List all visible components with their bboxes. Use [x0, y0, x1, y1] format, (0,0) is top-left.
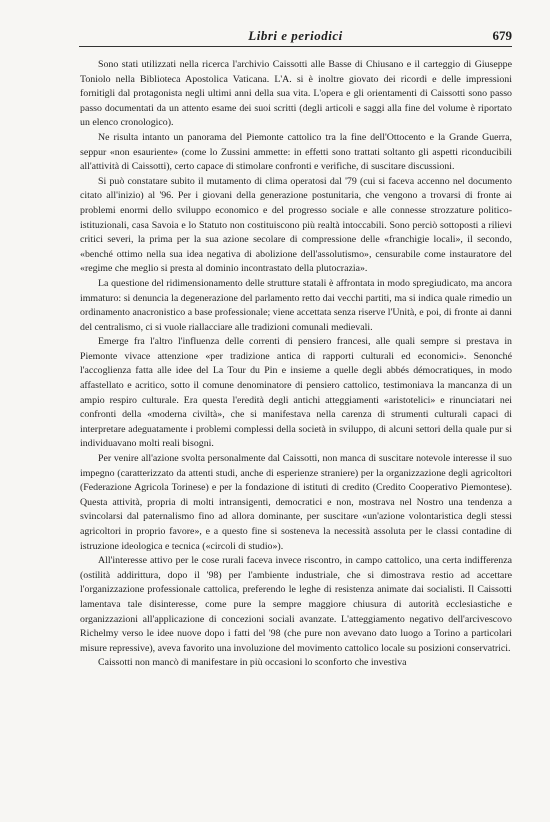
paragraph: Emerge fra l'altro l'influenza delle correnti di pensiero francesi, alle quali sempre si prestava in Piemonte vivace attenzione «per tradizione antica di rapporti culturali ed economici». Senonché l'accoglienza fatta alle idee del La Tour du Pin e insieme a quelle degli abbés démocratiques, in modo affastellato e acritico, sotto il comune denominatore di pensiero cattolico, testimoniava la mancanza di un ampio respiro culturale. Era questa l'eredità degli antichi atteggiamenti «aristotelici» e rinunciatari nei confronti della «moderna civiltà», che si manifestava nella carenza di strumenti culturali capaci di interpretare adeguatamente i problemi complessi della società in sviluppo, di alcuni settori della quale pur si individuavano molti reali bisogni. — [80, 336, 512, 450]
paragraph: Per venire all'azione svolta personalmente dal Caissotti, non manca di suscitare notevole interesse il suo impegno (caratterizzato da attenti studi, anche di esperienze straniere) per la organizzazione degli agricoltori (Federazione Agricola Torinese) e per la fondazione di istituti di credito (Credito Cooperativo Piemontese). Questa attività, propria di molti intransigenti, democratici e non, mostrava nel Nostro una tendenza a svincolarsi dal paternalismo fino ad allora dominante, per suscitare «un'azione volontaristica degli stessi agricoltori in proprio favore», e a questo fine si sosteneva la necessità assoluta per le classi contadine di istruzione ideologica e tecnica («circoli di studio»). — [80, 453, 512, 552]
paragraph: All'interesse attivo per le cose rurali faceva invece riscontro, in campo cattolico, una certa indifferenza (ostilità addirittura, dopo il '98) per l'ambiente industriale, che si dimostrava restio ad accettare l'organizzazione professionale cattolica, preferendo le leghe di resistenza animate dai socialisti. Il Caissotti lamentava tale disinteresse, come pure la sempre maggiore chiusura di autorità ecclesiastiche e organizzazioni all'applicazione di concezioni sociali avanzate. L'atteggiamento negativo dell'arcivescovo Richelmy verso le idee nuove dopo i fatti del '98 (che pure non avevano dato luogo a Torino a particolari misure repressive), aveva favorito una involuzione del movimento cattolico locale su posizioni conservatrici. — [80, 555, 512, 654]
page-number: 679 — [492, 28, 512, 43]
running-title: Libri e periodici — [248, 28, 343, 43]
paragraph: Sono stati utilizzati nella ricerca l'archivio Caissotti alle Basse di Chiusano e il carteggio di Giuseppe Toniolo nella Biblioteca Apostolica Vaticana. L'A. si è inoltre giovato dei ricordi e delle impressioni fornitigli dal protagonista negli ultimi anni della sua vita. L'opera e gli orientamenti di Caissotti sono passo passo documentati da un attento esame dei suoi scritti (degli articoli e saggi alla fine del volume è riportato un elenco cronologico). — [80, 59, 512, 129]
paragraph: Si può constatare subito il mutamento di clima operatosi dal '79 (cui si faceva accenno nel documento citato all'inizio) al '96. Per i giovani della generazione postunitaria, che vengono a trovarsi di fronte ai problemi enormi dello sviluppo economico e del progresso sociale e alle connesse strozzature politico-istituzionali, casa Savoia e lo Statuto non costituiscono più realtà intoccabili. Sono perciò sottoposti a rilievi critici severi, la prima per la sua azione secolare di compressione delle «franchigie locali», il secondo, «benché ottimo nella sua idea negativa di abolizione dell'assolutismo», censurabile come instauratore del «regime che meglio si presta al dominio incontrastato della plutocrazia». — [80, 175, 512, 275]
paragraph: La questione del ridimensionamento delle strutture statali è affrontata in modo spregiudicato, ma ancora immaturo: si denuncia la degenerazione del parlamento retto dai vecchi partiti, ma si indica quale rimedio un ordinamento anacronistico a base professionale; viene accettata senza riserve l'Unità, e poi, di fronte ai danni del centralismo, ci si vuole riallacciare alle tradizioni comunali medievali. — [80, 277, 512, 333]
paragraph: Ne risulta intanto un panorama del Piemonte cattolico tra la fine dell'Ottocento e la Grande Guerra, seppur «non esauriente» (come lo Zussini ammette: in effetti sono trattati soltanto gli aspetti riconducibili all'attività di Caissotti), certo capace di stimolare confronti e verifiche, di suscitare discussioni. — [80, 131, 512, 173]
body-text — [80, 58, 512, 671]
paragraph: Caissotti non mancò di manifestare in più occasioni lo sconforto che investiva — [98, 657, 407, 669]
running-header — [79, 28, 512, 47]
